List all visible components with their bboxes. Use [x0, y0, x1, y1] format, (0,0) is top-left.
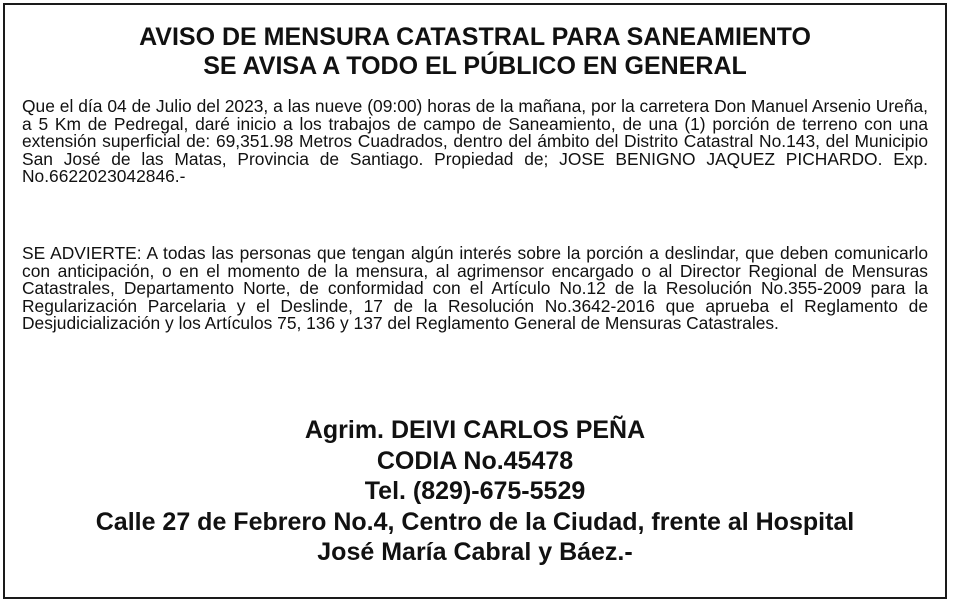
notice-box: [3, 3, 947, 599]
title-line-2: SE AVISA A TODO EL PÚBLICO EN GENERAL: [203, 52, 747, 80]
notice-paragraph-1: Que el día 04 de Julio del 2023, a las nueve (09:00) horas de la mañana, por la carretera Don Manuel Arsenio Ureña, a 5 Km de Pedregal, daré inicio a los trabajos de campo de Saneamiento, de una (1) porción de terreno con una extensión superficial de: 69,351.98 Metros Cuadrados, dentro del ámbito del Distrito Catastral No.143, del Municipio San José de las Matas, Provincia de Santiago. Propiedad de; JOSE BENIGNO JAQUEZ PICHARDO. Exp. No.6622023042846.-: [22, 96, 928, 186]
address-line-1: Calle 27 de Febrero No.4, Centro de la Ciudad, frente al Hospital: [95, 507, 855, 536]
surveyor-name: Agrim. DEIVI CARLOS PEÑA: [304, 416, 646, 444]
signature-block: [5, 415, 945, 568]
notice-paragraph-2: SE ADVIERTE: A todas las personas que tengan algún interés sobre la porción a deslindar, que deben comunicarlo con anticipación, o en el momento de la mensura, al agrimensor encargado o al Director Regional de Mensuras Catastrales, Departamento Norte, de conformidad con el Artículo No.12 de la Resolución No.355-2009 para la Regularización Parcelaria y el Deslinde, 17 de la Resolución No.3642-2016 que aprueba el Reglamento de Desjudicialización y los Artículos 75, 136 y 137 del Reglamento General de Mensuras Catastrales.: [22, 243, 928, 333]
notice-title: [5, 23, 945, 81]
address-line-2: José María Cabral y Báez.-: [317, 538, 633, 566]
codia-number: CODIA No.45478: [376, 446, 574, 475]
title-line-1: AVISO DE MENSURA CATASTRAL PARA SANEAMIENTO: [139, 23, 811, 51]
phone-number: Tel. (829)-675-5529: [364, 477, 586, 505]
